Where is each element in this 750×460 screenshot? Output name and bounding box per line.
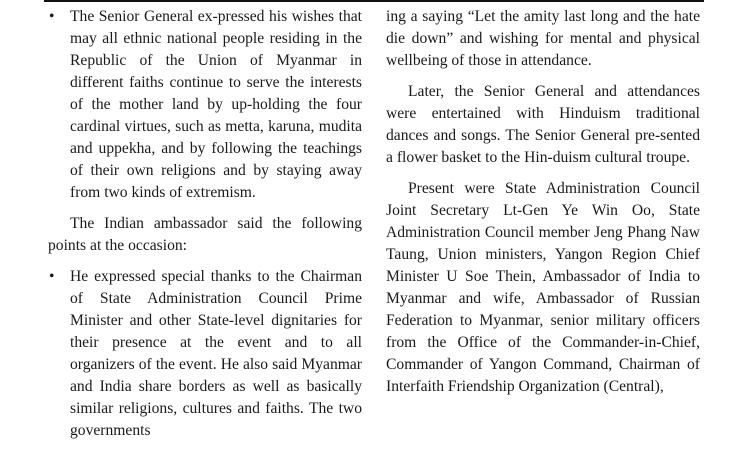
left-column [48,6,362,451]
bullet-item [48,266,362,442]
right-column [386,6,700,407]
paragraph: Present were State Administration Council Joint Secretary Lt-Gen Ye Win Oo, State Administration Council member Jeng Phang Naw Taung, Union ministers, Yangon Region Chief Minister U Soe Thein, Ambassador of India to Myanmar and wife, Ambassador of Russian Federation to Myanmar, senior military officers from the Office of the Commander-in-Chief, Commander of Yangon Command, Chairman of Interfaith Friendship Organization (Central), [386,180,700,395]
paragraph: The Indian ambassador said the following points at the occasion: [48,215,362,254]
bullet-icon: • [49,268,55,285]
bullet-item [48,6,362,204]
paragraph: Later, the Senior General and attendances were entertained with Hinduism traditional dances and songs. The Senior General pre-sented a flower basket to the Hin-duism cultural troupe. [386,83,700,166]
bullet-icon: • [49,8,55,25]
paragraph: ing a saying “Let the amity last long and the hate die down” and wishing for mental and physical wellbeing of those in attendance. [386,8,700,69]
top-rule [44,0,704,2]
bullet-text: The Senior General ex-pressed his wishes that may all ethnic national people residing in the Republic of the Union of Myanmar in different faiths continue to serve the interests of the mother land by up-holding the four cardinal virtues, such as metta, karuna, mudita and uppekha, and by following the teachings of their own religions and by staying away from two kinds of extremism. [70,8,362,201]
bullet-text: He expressed special thanks to the Chairman of State Administration Council Prime Minister and other State-level dignitaries for their presence at the event and to all organizers of the event. He also said Myanmar and India share borders as well as basically similar religions, cultures and faiths. The two governments [70,268,362,439]
